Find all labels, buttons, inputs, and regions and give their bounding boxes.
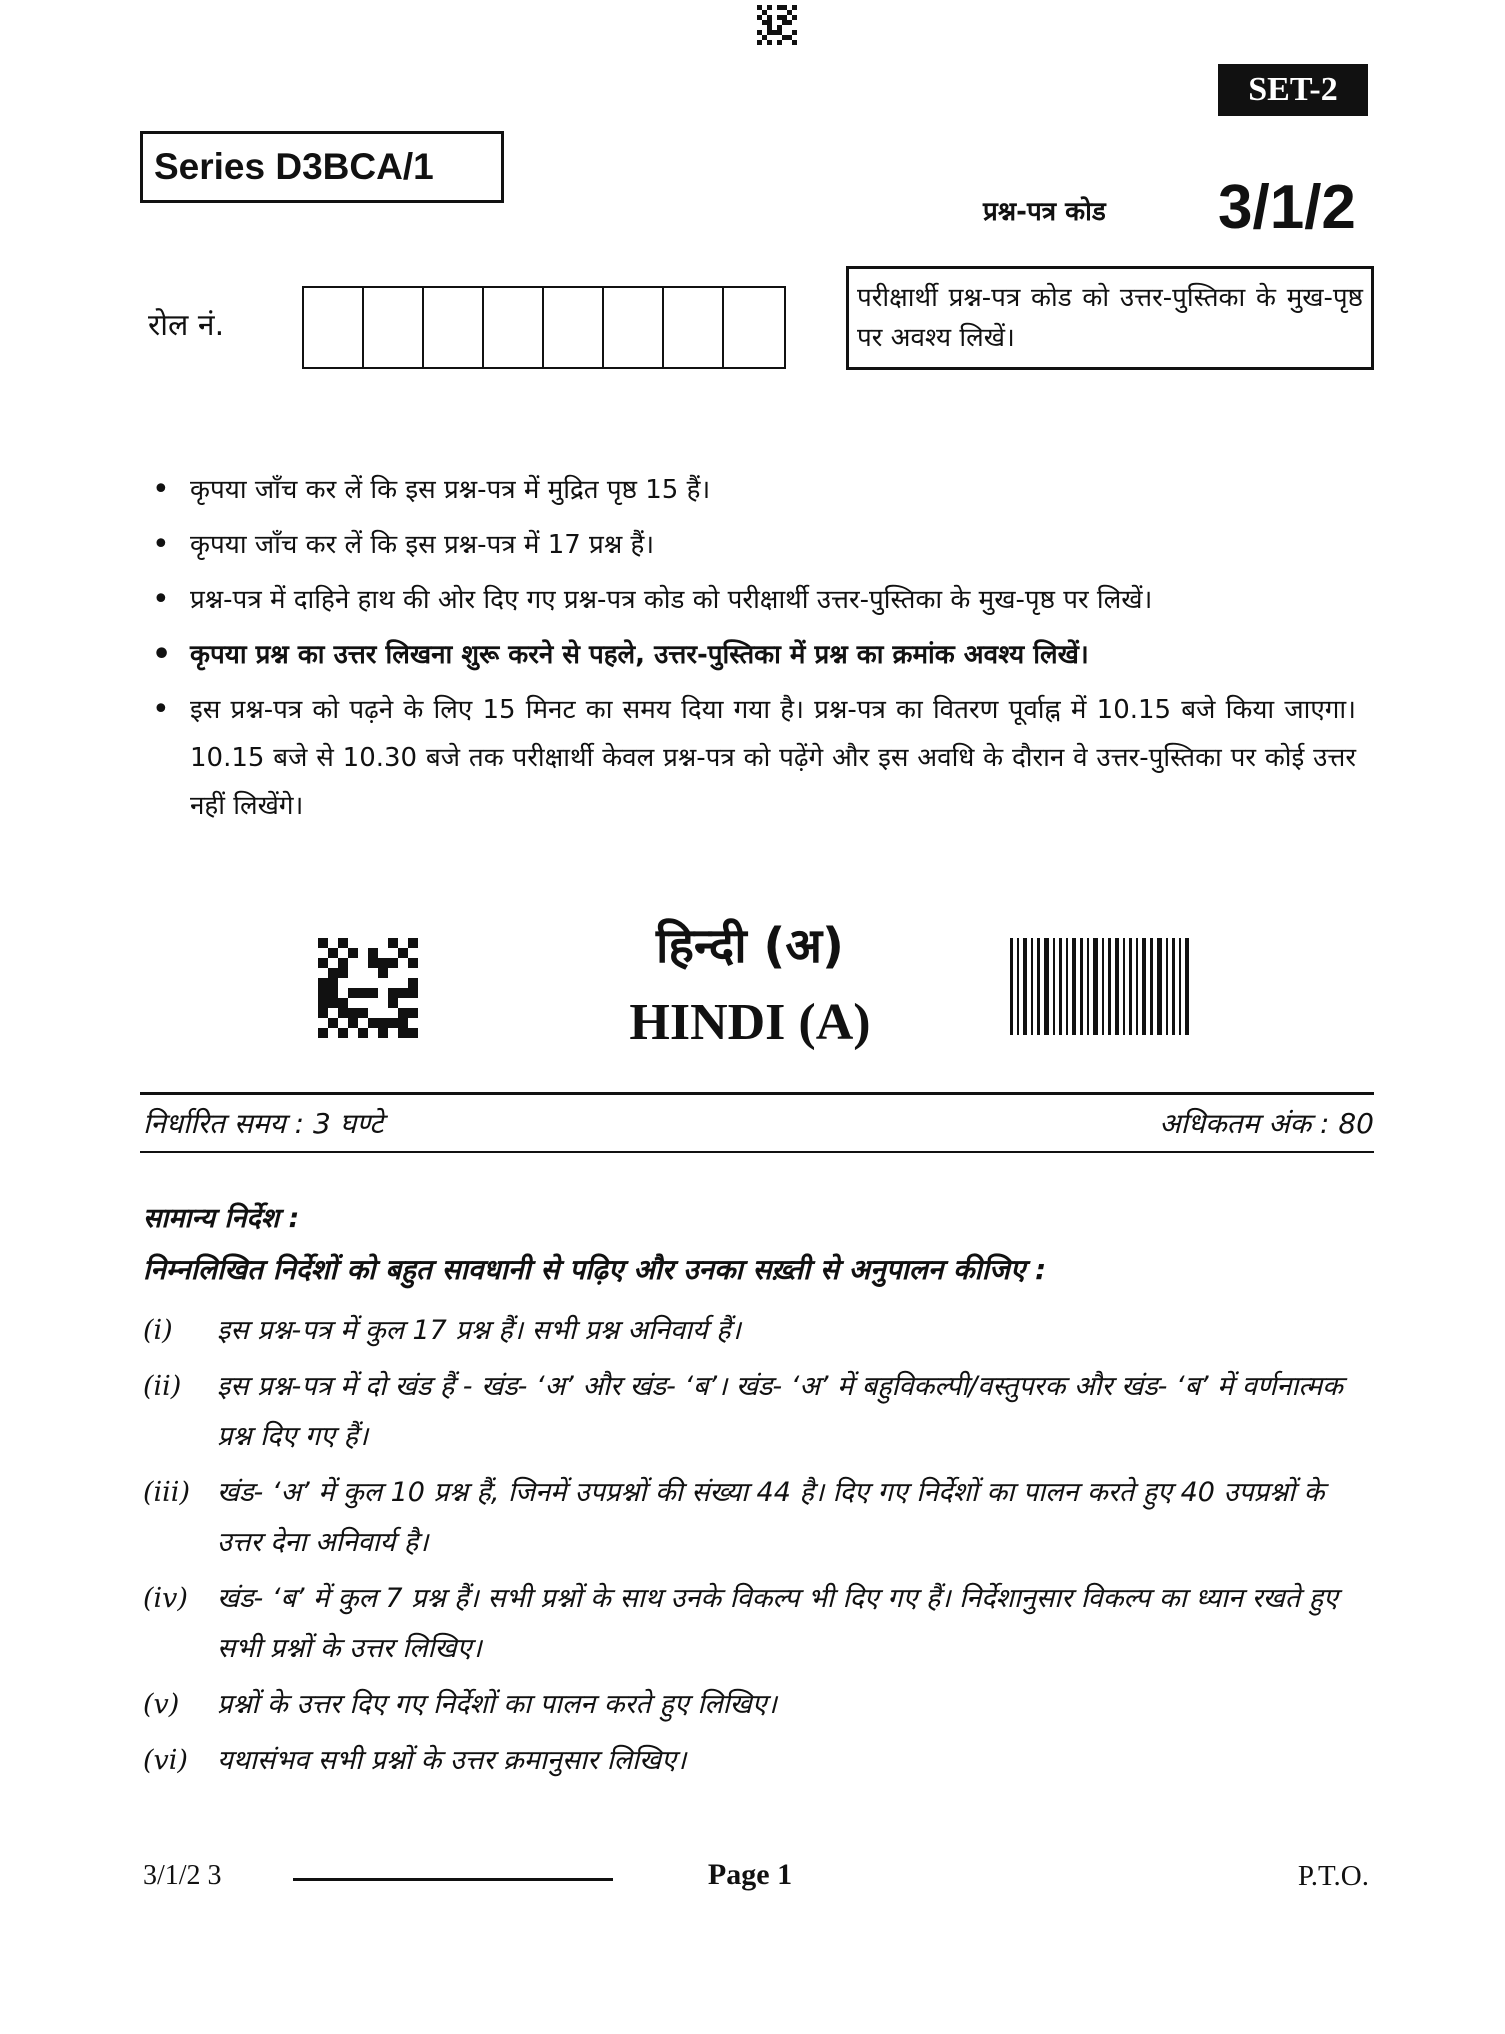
barcode-bar: [1072, 938, 1076, 1035]
instruction-list: [143, 1306, 1343, 1792]
roll-number-box[interactable]: [604, 288, 664, 367]
general-instructions-title: सामान्य निर्देश :: [143, 1203, 300, 1234]
roll-number-box[interactable]: [544, 288, 604, 367]
instruction-number: (i): [143, 1315, 173, 1346]
barcode-bar: [1023, 938, 1027, 1035]
instruction-number: (ii): [143, 1371, 182, 1402]
barcode-bar: [1172, 938, 1175, 1035]
instruction-text: इस प्रश्न-पत्र में दो खंड हैं - खंड- ‘अ’ और खंड- ‘ब’। खंड- ‘अ’ में बहुविकल्पी/वस्तुपरक और खंड- ‘ब’ में वर्णनात्मक प्रश्न दिए गए हैं।: [217, 1371, 1343, 1452]
divider: [140, 1151, 1374, 1153]
instruction-text: प्रश्नों के उत्तर दिए गए निर्देशों का पालन करते हुए लिखिए।: [217, 1689, 777, 1720]
instruction-text: इस प्रश्न-पत्र में कुल 17 प्रश्न हैं। सभी प्रश्न अनिवार्य हैं।: [217, 1315, 741, 1346]
roll-number-box[interactable]: [304, 288, 364, 367]
barcode-bar: [1066, 938, 1068, 1035]
subject-title-hindi: हिन्दी (अ): [656, 918, 844, 974]
instruction-number: (v): [143, 1689, 180, 1720]
instruction-text: खंड- ‘ब’ में कुल 7 प्रश्न हैं। सभी प्रश्नों के साथ उनके विकल्प भी दिए गए हैं। निर्देशानुसार विकल्प का ध्यान रखते हुए सभी प्रश्नों के उत्तर लिखिए।: [217, 1583, 1338, 1664]
barcode-bar: [1142, 938, 1146, 1035]
barcode-bar: [1136, 938, 1138, 1035]
roll-number-box[interactable]: [424, 288, 484, 367]
instruction-text: यथासंभव सभी प्रश्नों के उत्तर क्रमानुसार लिखिए।: [217, 1745, 687, 1776]
roll-number-box[interactable]: [484, 288, 544, 367]
series-label: Series D3BCA/1: [140, 131, 504, 203]
roll-number-label: रोल नं.: [148, 308, 225, 343]
roll-number-box[interactable]: [664, 288, 724, 367]
instruction-number: (iii): [143, 1477, 190, 1508]
maximum-marks: अधिकतम अंक : 80: [1159, 1107, 1374, 1140]
subject-title-english: HINDI (A): [629, 994, 871, 1051]
barcode-bar: [1123, 938, 1125, 1035]
barcode-bar: [1087, 938, 1089, 1035]
barcode-bar: [1031, 938, 1033, 1035]
barcode-bar: [1080, 938, 1083, 1035]
time-allowed: निर्धारित समय : 3 घण्टे: [143, 1107, 384, 1140]
barcode-bar: [1166, 938, 1168, 1035]
instruction-item: [143, 1362, 1343, 1462]
footer-rule: [293, 1878, 613, 1881]
page-number: Page 1: [707, 1858, 793, 1891]
instruction-text: खंड- ‘अ’ में कुल 10 प्रश्न हैं, जिनमें उपप्रश्नों की संख्या 44 है। दिए गए निर्देशों का पालन करते हुए 40 उपप्रश्नों के उत्तर देना अनिवार्य है।: [217, 1477, 1325, 1558]
checklist-item: • कृपया प्रश्न का उत्तर लिखना शुरू करने से पहले, उत्तर-पुस्तिका में प्रश्न का क्रमांक अवश्य लिखें।: [152, 631, 1356, 679]
qr-code: [318, 938, 420, 1038]
set-badge: SET-2: [1218, 64, 1368, 116]
barcode-bar: [1150, 938, 1153, 1035]
instruction-number: (vi): [143, 1745, 188, 1776]
general-instructions-subtitle: निम्नलिखित निर्देशों को बहुत सावधानी से पढ़िए और उनका सख़्ती से अनुपालन कीजिए :: [143, 1253, 1047, 1286]
checklist: [152, 466, 1356, 837]
qr-code-top: [757, 5, 797, 47]
pto-label: P.T.O.: [1297, 1860, 1369, 1892]
barcode: [1010, 938, 1264, 1035]
paper-code-label: प्रश्न-पत्र कोड: [983, 197, 1106, 227]
checklist-item: • कृपया जाँच कर लें कि इस प्रश्न-पत्र में मुद्रित पृष्ठ 15 हैं।: [152, 466, 1356, 514]
instruction-item: [143, 1680, 1343, 1730]
barcode-bar: [1059, 938, 1062, 1035]
barcode-bar: [1185, 938, 1189, 1035]
barcode-bar: [1010, 938, 1013, 1035]
checklist-item: • कृपया जाँच कर लें कि इस प्रश्न-पत्र में 17 प्रश्न हैं।: [152, 521, 1356, 569]
barcode-bar: [1129, 938, 1132, 1035]
barcode-bar: [1115, 938, 1119, 1035]
roll-number-boxes[interactable]: [302, 286, 786, 369]
roll-number-box[interactable]: [724, 288, 784, 367]
barcode-bar: [1108, 938, 1111, 1035]
roll-number-box[interactable]: [364, 288, 424, 367]
barcode-bar: [1179, 938, 1181, 1035]
barcode-bar: [1053, 938, 1055, 1035]
code-instruction-box: परीक्षार्थी प्रश्न-पत्र कोड को उत्तर-पुस्तिका के मुख-पृष्ठ पर अवश्य लिखें।: [846, 266, 1374, 370]
instruction-item: [143, 1468, 1343, 1568]
checklist-item: • इस प्रश्न-पत्र को पढ़ने के लिए 15 मिनट का समय दिया गया है। प्रश्न-पत्र का वितरण पूर्वाह्न में 10.15 बजे किया जाएगा। 10.15 बजे से 10.30 बजे तक परीक्षार्थी केवल प्रश्न-पत्र को पढ़ेंगे और इस अवधि के दौरान वे उत्तर-पुस्तिका पर कोई उत्तर नहीं लिखेंगे।: [152, 686, 1356, 830]
instruction-item: [143, 1306, 1343, 1356]
instruction-item: [143, 1736, 1343, 1786]
paper-code: 3/1/2: [1218, 173, 1356, 242]
barcode-bar: [1093, 938, 1098, 1035]
checklist-item: • प्रश्न-पत्र में दाहिने हाथ की ओर दिए गए प्रश्न-पत्र कोड को परीक्षार्थी उत्तर-पुस्तिका के मुख-पृष्ठ पर लिखें।: [152, 576, 1356, 624]
barcode-bar: [1017, 938, 1019, 1035]
footer-paper-code: 3/1/2 3: [143, 1860, 222, 1891]
instruction-item: [143, 1574, 1343, 1674]
divider: [140, 1092, 1374, 1095]
instruction-number: (iv): [143, 1583, 188, 1614]
barcode-bar: [1157, 938, 1162, 1035]
barcode-bar: [1102, 938, 1104, 1035]
barcode-bar: [1037, 938, 1040, 1035]
barcode-bar: [1044, 938, 1049, 1035]
